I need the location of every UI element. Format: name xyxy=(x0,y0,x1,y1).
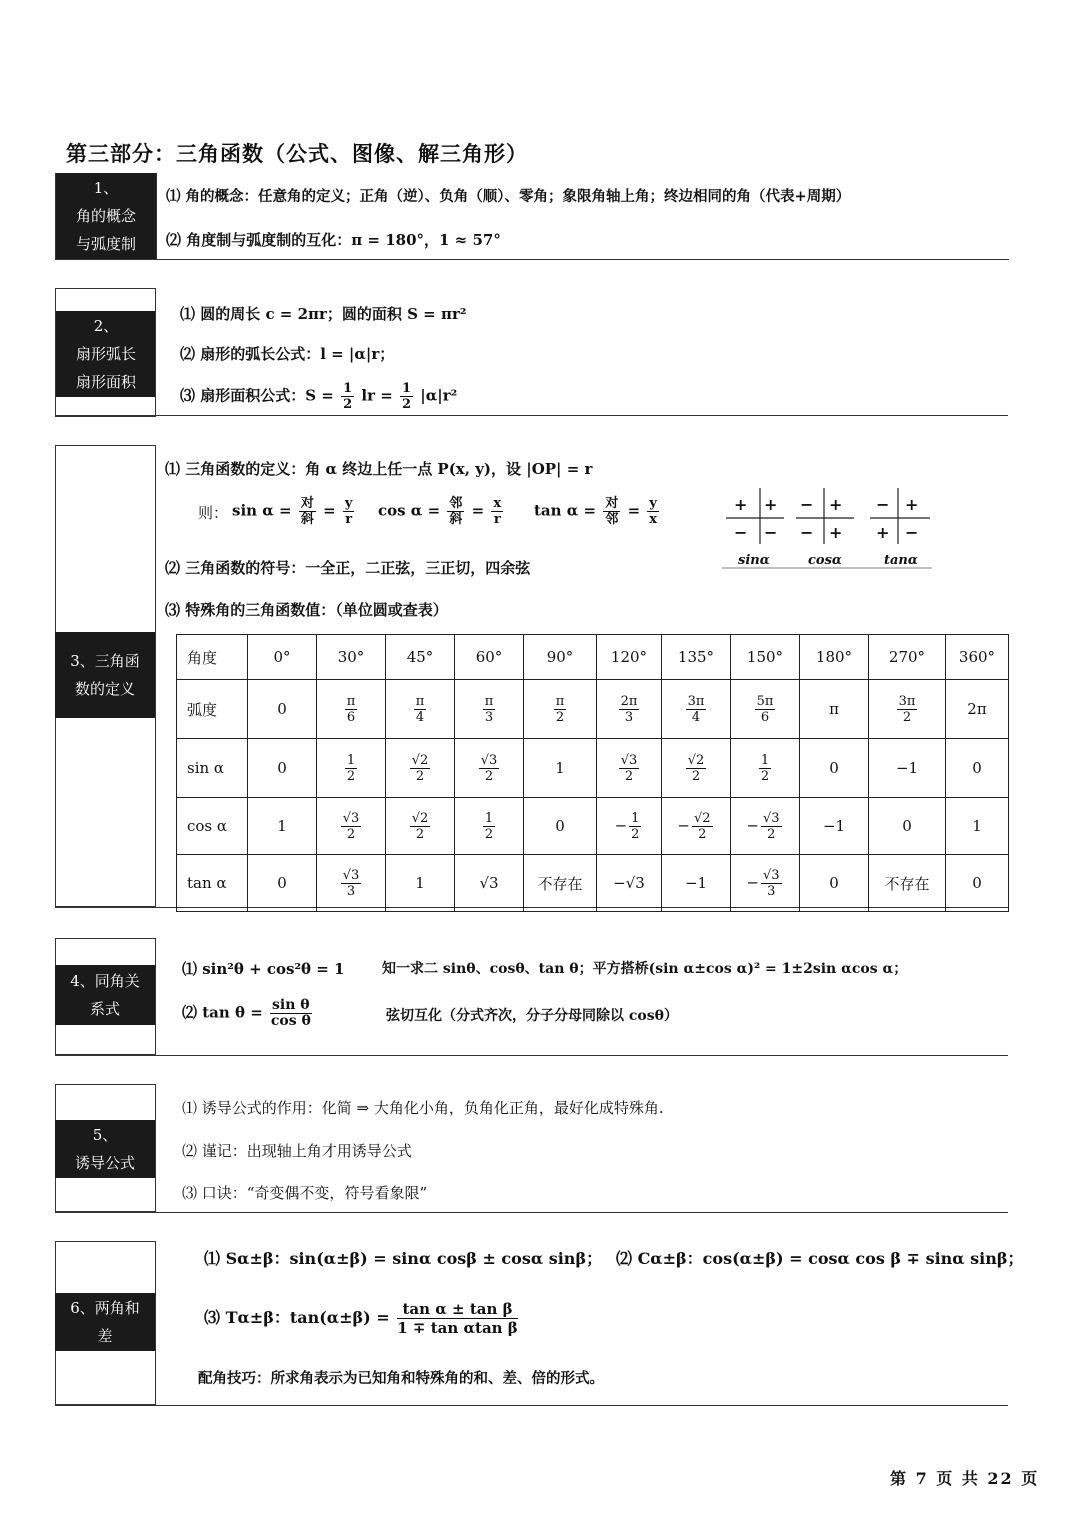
s2-l3-mid: lr = xyxy=(361,386,393,405)
cos-definition: cos α = $\frac{\text{邻}}{\text{斜}}$ = $\frac{x}{r}$ xyxy=(378,496,502,527)
table-cell: $\frac{√3}{2}$ xyxy=(317,798,386,855)
table-row xyxy=(177,680,1009,739)
table-cell: 0 xyxy=(946,739,1009,798)
table-cell: 30° xyxy=(317,635,386,680)
label-line: 5、 xyxy=(92,1126,118,1144)
quadrant-sign-diagrams xyxy=(722,482,936,572)
page-title: 第三部分：三角函数（公式、图像、解三角形） xyxy=(66,141,528,166)
table-cell: $\frac{√3}{2}$ xyxy=(597,739,662,798)
s2-line-3 xyxy=(180,381,457,412)
label-line: 扇形弧长 xyxy=(75,345,136,363)
sin-definition: sin α = $\frac{\text{对}}{\text{斜}}$ = $\frac{y}{r}$ xyxy=(232,496,353,527)
table-cell: − $\frac{1}{2}$ xyxy=(597,798,662,855)
table-cell: $\frac{\pi}{6}$ xyxy=(317,680,386,739)
s2-l3-rhs: |α|r² xyxy=(420,386,458,405)
table-cell: 0 xyxy=(248,855,317,912)
tan-q1: + xyxy=(905,495,919,514)
section-1-label xyxy=(56,173,156,259)
table-cell: 不存在 xyxy=(524,855,597,912)
sin-q4: − xyxy=(764,523,778,542)
label-line: 与弧度制 xyxy=(75,235,136,253)
section-6-label xyxy=(55,1293,155,1351)
label-line: 差 xyxy=(97,1327,113,1345)
table-cell: $\frac{3\pi}{2}$ xyxy=(869,680,946,739)
table-cell: $\frac{1}{2}$ xyxy=(455,798,524,855)
cos-q1: + xyxy=(829,495,843,514)
table-cell: $\frac{\pi}{2}$ xyxy=(524,680,597,739)
table-cell: $\frac{√2}{2}$ xyxy=(662,739,731,798)
label-line: 数的定义 xyxy=(74,680,135,698)
table-cell: 不存在 xyxy=(869,855,946,912)
table-cell: $\frac{1}{2}$ xyxy=(317,739,386,798)
s2-line-2: ⑵ 扇形的弧长公式：l = |α|r； xyxy=(180,345,395,363)
table-cell: $\frac{2\pi}{3}$ xyxy=(597,680,662,739)
table-cell: 0 xyxy=(248,680,317,739)
table-cell: √3 xyxy=(455,855,524,912)
table-cell: 1 xyxy=(524,739,597,798)
table-cell: 45° xyxy=(386,635,455,680)
label-line: 诱导公式 xyxy=(74,1154,135,1172)
table-cell: 270° xyxy=(869,635,946,680)
label-line: 3、三角函 xyxy=(70,652,140,670)
tan-definition: tan α = $\frac{\text{对}}{\text{邻}}$ = $\frac{y}{x}$ xyxy=(534,496,658,527)
label-line: 扇形面积 xyxy=(75,373,136,391)
section-5-label xyxy=(55,1120,155,1178)
table-cell: −1 xyxy=(662,855,731,912)
tan-q2: − xyxy=(876,495,890,514)
table-cell: 1 xyxy=(946,798,1009,855)
section-2 xyxy=(55,288,156,417)
table-row xyxy=(177,855,1009,912)
label-line: 系式 xyxy=(89,1000,120,1018)
table-cell: − $\frac{√3}{2}$ xyxy=(731,798,800,855)
table-cell: 2π xyxy=(946,680,1009,739)
sin-q2: + xyxy=(734,495,748,514)
table-cell: −√3 xyxy=(597,855,662,912)
table-cell: 90° xyxy=(524,635,597,680)
section-4-label xyxy=(55,965,155,1025)
sin-graph-label: sinα xyxy=(738,553,770,568)
table-row xyxy=(177,635,1009,680)
section-1 xyxy=(55,173,1009,260)
s4-line-2b: 弦切互化（分式齐次，分子分母同除以 cosθ） xyxy=(386,1008,678,1024)
row-header-cell: tan α xyxy=(177,855,248,912)
label-line: 4、同角关 xyxy=(70,972,140,990)
s4-line-1b: 知一求二 sinθ、cosθ、tan θ；平方搭桥(sin α±cos α)² = 1±2sin αcos α； xyxy=(382,961,908,977)
label-line: 1、 xyxy=(93,179,119,197)
s1-line-1: ⑴ 角的概念：任意角的定义；正角（逆）、负角（顺）、零角；象限角轴上角；终边相同的角（代表+周期） xyxy=(166,188,851,205)
s3-line-3: ⑶ 特殊角的三角函数值：（单位圆或查表） xyxy=(165,601,448,619)
table-cell: $\frac{3\pi}{4}$ xyxy=(662,680,731,739)
s6-line-3: ⑶ Tα±β：tan(α±β) = $\frac{\text{tan α ± tan β}}{\text{1 ∓ tan αtan β}}$ xyxy=(204,1300,518,1337)
half-fraction: $\frac{1}{2}$ xyxy=(402,381,412,412)
cos-graph-label: cosα xyxy=(808,553,842,568)
table-cell: 0 xyxy=(869,798,946,855)
section-2-label xyxy=(56,311,156,397)
s1-line-2: ⑵ 角度制与弧度制的互化：π = 180°，1 ≈ 57° xyxy=(166,231,501,249)
table-cell: π xyxy=(800,680,869,739)
table-cell: 0° xyxy=(248,635,317,680)
s6-line-2: ⑵ Cα±β：cos(α±β) = cosα cos β ∓ sinα sinβ； xyxy=(616,1249,1024,1268)
sin-q3: − xyxy=(734,523,748,542)
table-cell: 0 xyxy=(800,739,869,798)
table-cell: $\frac{\pi}{3}$ xyxy=(455,680,524,739)
cos-q4: + xyxy=(829,523,843,542)
table-cell: − $\frac{√3}{3}$ xyxy=(731,855,800,912)
table-cell: 0 xyxy=(800,855,869,912)
cos-q3: − xyxy=(800,523,814,542)
s2-l3-lhs: ⑶ 扇形面积公式：S = xyxy=(180,386,334,405)
table-cell: 0 xyxy=(524,798,597,855)
table-cell: $\frac{5\pi}{6}$ xyxy=(731,680,800,739)
table-cell: 150° xyxy=(731,635,800,680)
table-cell: 1 xyxy=(386,855,455,912)
table-cell: 360° xyxy=(946,635,1009,680)
special-angles-table xyxy=(176,634,1009,912)
table-cell: −1 xyxy=(800,798,869,855)
s6-line-1: ⑴ Sα±β：sin(α±β) = sinα cosβ ± cosα sinβ； xyxy=(204,1249,603,1268)
s5-line-2: ⑵ 谨记：出现轴上角才用诱导公式 xyxy=(182,1142,412,1160)
table-cell: $\frac{√2}{2}$ xyxy=(386,739,455,798)
table-cell: $\frac{√3}{3}$ xyxy=(317,855,386,912)
row-header-cell: cos α xyxy=(177,798,248,855)
table-cell: $\frac{√2}{2}$ xyxy=(386,798,455,855)
row-header-cell: 弧度 xyxy=(177,680,248,739)
row-header-cell: sin α xyxy=(177,739,248,798)
s2-line-1: ⑴ 圆的周长 c = 2πr；圆的面积 S = πr² xyxy=(180,305,467,323)
s4-line-2a: ⑵ tan θ = $\frac{\text{sin θ}}{\text{cos θ}}$ xyxy=(182,997,311,1029)
label-line: 6、两角和 xyxy=(70,1299,140,1317)
table-cell: 0 xyxy=(946,855,1009,912)
cos-q2: − xyxy=(800,495,814,514)
half-fraction: $\frac{1}{2}$ xyxy=(343,381,353,412)
table-cell: −1 xyxy=(869,739,946,798)
table-cell: 135° xyxy=(662,635,731,680)
table-cell: 60° xyxy=(455,635,524,680)
s3-line-2: ⑵ 三角函数的符号：一全正，二正弦，三正切，四余弦 xyxy=(165,559,531,577)
section-3-label xyxy=(55,632,155,718)
sin-q1: + xyxy=(764,495,778,514)
s5-line-3: ⑶ 口诀：“奇变偶不变，符号看象限” xyxy=(182,1184,428,1202)
table-cell: − $\frac{√2}{2}$ xyxy=(662,798,731,855)
s3-then: 则： xyxy=(198,504,229,522)
s4-line-1a: ⑴ sin²θ + cos²θ = 1 xyxy=(182,960,345,978)
table-row xyxy=(177,739,1009,798)
table-cell: $\frac{\pi}{4}$ xyxy=(386,680,455,739)
s3-line-1: ⑴ 三角函数的定义：角 α 终边上任一点 P(x, y)，设 |OP| = r xyxy=(165,460,593,478)
table-cell: 0 xyxy=(248,739,317,798)
tan-q3: + xyxy=(876,523,890,542)
table-cell: $\frac{√3}{2}$ xyxy=(455,739,524,798)
label-line: 2、 xyxy=(93,317,119,335)
table-cell: 1 xyxy=(248,798,317,855)
table-cell: 120° xyxy=(597,635,662,680)
table-cell: $\frac{1}{2}$ xyxy=(731,739,800,798)
tan-graph-label: tanα xyxy=(884,553,918,568)
row-header-cell: 角度 xyxy=(177,635,248,680)
table-row xyxy=(177,798,1009,855)
tan-q4: − xyxy=(905,523,919,542)
label-line: 角的概念 xyxy=(75,207,136,225)
table-cell: 180° xyxy=(800,635,869,680)
s5-line-1: ⑴ 诱导公式的作用：化简 ⇒ 大角化小角，负角化正角，最好化成特殊角. xyxy=(182,1099,664,1117)
s6-line-4: 配角技巧：所求角表示为已知角和特殊角的和、差、倍的形式。 xyxy=(198,1370,604,1387)
page-number: 第 7 页 共 22 页 xyxy=(890,1469,1040,1488)
